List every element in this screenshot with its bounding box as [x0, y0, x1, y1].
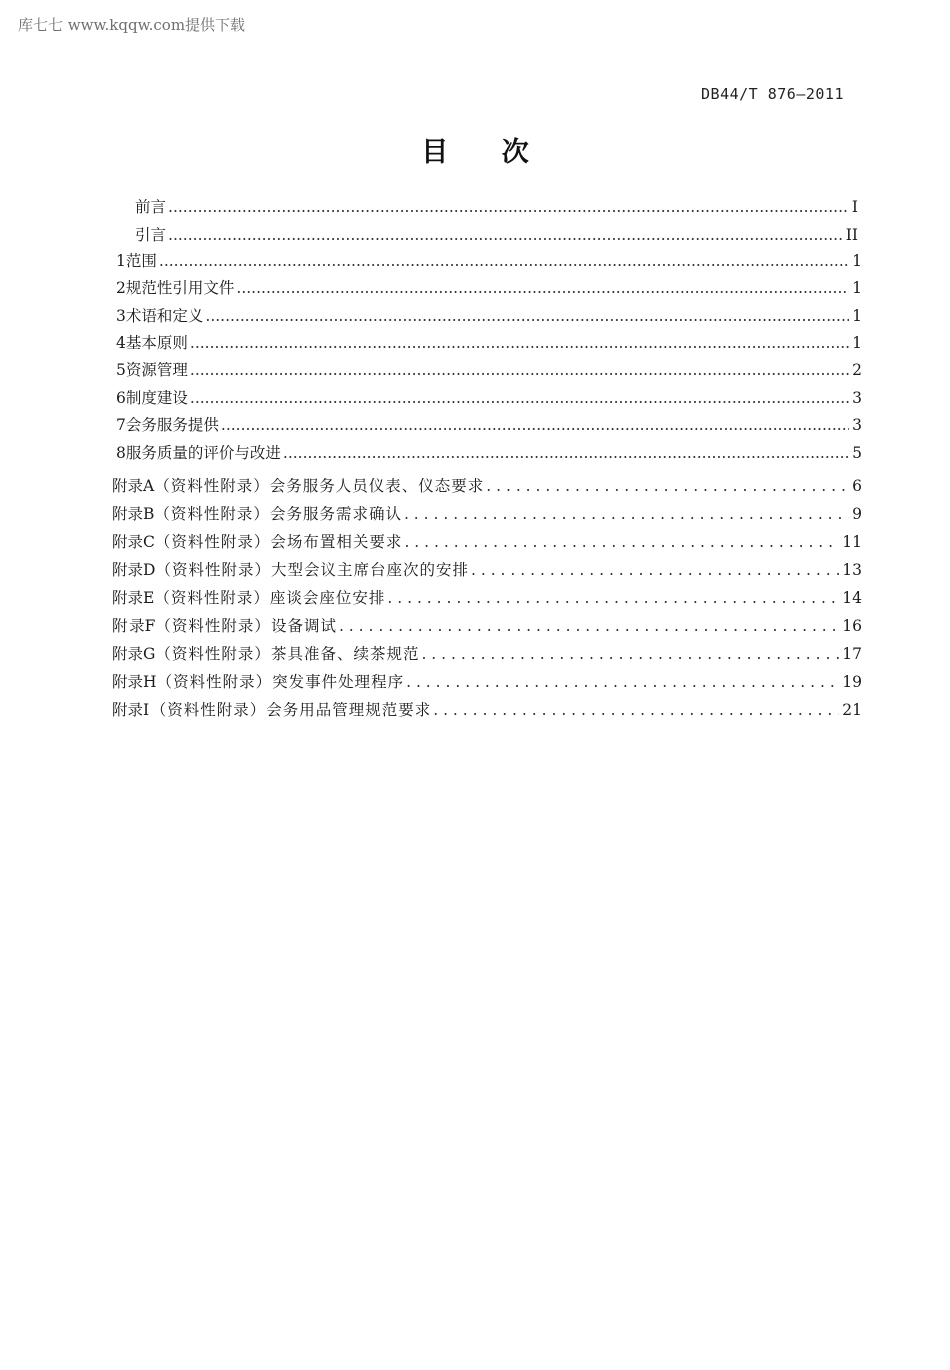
- dot-leader: [387, 587, 839, 609]
- toc-entry-page: 5: [852, 444, 862, 462]
- toc-entry-clause-7[interactable]: [116, 414, 862, 436]
- toc-entry-title: 制度建设: [125, 389, 188, 407]
- toc-entry-annex-i[interactable]: [112, 699, 862, 721]
- annex-label: 录: [127, 589, 144, 607]
- watermark-text: 库七七 www.kqqw.com提供下载: [18, 16, 246, 34]
- dot-leader: [205, 305, 849, 327]
- annex-type: （资料性附录）: [154, 477, 270, 495]
- toc-entry-number: 8: [116, 444, 126, 462]
- document-code: DB44/T 876—2011: [701, 85, 844, 103]
- annex-letter: B: [143, 505, 155, 523]
- toc-entry-page: 11: [842, 533, 862, 551]
- annex-type: （资料性附录）: [154, 505, 270, 523]
- annex-letter: F: [144, 617, 156, 635]
- dot-leader: [221, 414, 849, 436]
- toc-entry-clause-6[interactable]: [116, 387, 862, 409]
- toc-entry-title: 设备调试: [270, 617, 337, 635]
- annex-letter: G: [143, 645, 156, 663]
- toc-entry-annex-c[interactable]: [112, 531, 862, 553]
- toc-entry-page: 16: [842, 617, 862, 635]
- toc-entry-page: 1: [852, 307, 862, 325]
- toc-entry-page: 3: [852, 416, 862, 434]
- annex-letter: E: [143, 589, 155, 607]
- toc-entry-clause-4[interactable]: [116, 332, 862, 354]
- annex-label: 附: [112, 701, 128, 719]
- annex-label: 附: [112, 673, 128, 691]
- annex-type: （资料性附录）: [154, 533, 271, 551]
- toc-entry-title: 会场布置相关要求: [270, 533, 403, 551]
- toc-entry-page: II: [845, 226, 858, 244]
- toc-entry-title: 引言: [135, 226, 167, 244]
- annex-type: （资料性附录）: [154, 589, 270, 607]
- page-title: 目 次: [421, 137, 551, 168]
- dot-leader: [486, 475, 849, 497]
- toc-entry-title: 范围: [125, 252, 157, 270]
- toc-entry-title: 会务服务需求确认: [269, 505, 402, 523]
- toc-entry-page: 1: [852, 334, 862, 352]
- annex-label: 附: [112, 645, 128, 663]
- toc-entry-page: 1: [852, 252, 862, 270]
- toc-entry-title: 茶具准备、续茶规范: [270, 645, 420, 663]
- toc-entry-number: 7: [116, 416, 126, 434]
- toc-entry-introduction[interactable]: [135, 224, 858, 246]
- annex-type: （资料性附录）: [155, 617, 271, 635]
- toc-entry-title: 会务服务提供: [125, 416, 219, 434]
- toc-entry-clause-2[interactable]: [116, 277, 862, 299]
- toc-entry-title: 术语和定义: [125, 307, 204, 325]
- toc-entry-number: 1: [116, 252, 126, 270]
- toc-entry-page: 1: [852, 279, 862, 297]
- toc-entry-clause-5[interactable]: [116, 359, 862, 381]
- annex-label: 录: [127, 701, 144, 719]
- annex-type: （资料性附录）: [155, 645, 271, 663]
- dot-leader: [404, 503, 849, 525]
- annex-label: 附: [112, 589, 128, 607]
- toc-entry-foreword[interactable]: [135, 196, 858, 218]
- toc-entry-page: 6: [852, 477, 862, 495]
- toc-entry-page: 14: [842, 589, 862, 607]
- toc-entry-title: 规范性引用文件: [125, 279, 235, 297]
- annex-letter: I: [143, 701, 150, 719]
- dot-leader: [190, 387, 849, 409]
- dot-leader: [190, 359, 849, 381]
- toc-entry-clause-3[interactable]: [116, 305, 862, 327]
- toc-entry-number: 3: [116, 307, 126, 325]
- annex-type: （资料性附录）: [155, 561, 271, 579]
- dot-leader: [433, 699, 839, 721]
- dot-leader: [168, 224, 843, 246]
- toc-entry-title: 服务质量的评价与改进: [125, 444, 281, 462]
- toc-entry-annex-d[interactable]: [112, 559, 862, 581]
- annex-type: （资料性附录）: [156, 673, 273, 691]
- toc-entry-page: 17: [842, 645, 862, 663]
- annex-label: 附: [112, 533, 128, 551]
- annex-label: 录: [127, 505, 144, 523]
- annex-type: （资料性附录）: [150, 701, 267, 719]
- dot-leader: [421, 643, 839, 665]
- toc-entry-page: 13: [842, 561, 862, 579]
- annex-label: 录: [127, 561, 144, 579]
- toc-entry-clause-1[interactable]: [116, 250, 862, 272]
- annex-label: 附: [112, 505, 128, 523]
- annex-letter: H: [143, 673, 157, 691]
- toc-entry-title: 基本原则: [125, 334, 188, 352]
- toc-entry-annex-g[interactable]: [112, 643, 862, 665]
- toc-entry-page: I: [851, 198, 858, 216]
- toc-entry-clause-8[interactable]: [116, 442, 862, 464]
- toc-entry-annex-h[interactable]: [112, 671, 862, 693]
- toc-entry-page: 3: [852, 389, 862, 407]
- annex-label: 附: [112, 477, 128, 495]
- toc-entry-annex-b[interactable]: [112, 503, 862, 525]
- toc-entry-title: 大型会议主席台座次的安排: [270, 561, 469, 579]
- dot-leader: [471, 559, 839, 581]
- annex-letter: C: [143, 533, 155, 551]
- toc-entry-title: 资源管理: [125, 361, 188, 379]
- annex-label: 附: [112, 561, 128, 579]
- toc-entry-page: 9: [852, 505, 862, 523]
- annex-label: 录: [127, 533, 144, 551]
- annex-letter: A: [143, 477, 155, 495]
- toc-entry-number: 4: [116, 334, 126, 352]
- toc-entry-number: 5: [116, 361, 126, 379]
- dot-leader: [190, 332, 849, 354]
- annex-label: 录: [127, 477, 144, 495]
- annex-label: 录: [129, 617, 145, 635]
- dot-leader: [168, 196, 847, 218]
- toc-entry-annex-f[interactable]: [112, 615, 862, 637]
- toc-entry-annex-e[interactable]: [112, 587, 862, 609]
- dot-leader: [236, 277, 849, 299]
- annex-label: 录: [127, 673, 144, 691]
- annex-letter: D: [143, 561, 156, 579]
- dot-leader: [404, 531, 839, 553]
- toc-entry-number: 6: [116, 389, 126, 407]
- toc-entry-annex-a[interactable]: [112, 475, 862, 497]
- dot-leader: [283, 442, 849, 464]
- toc-entry-title: 前言: [135, 198, 167, 216]
- annex-label: 录: [127, 645, 144, 663]
- toc-entry-title: 座谈会座位安排: [269, 589, 386, 607]
- toc-entry-page: 21: [842, 701, 862, 719]
- toc-entry-title: 突发事件处理程序: [272, 673, 405, 691]
- dot-leader: [406, 671, 839, 693]
- toc-entry-title: 会务服务人员仪表、仪态要求: [269, 477, 485, 495]
- dot-leader: [339, 615, 839, 637]
- annex-label: 附: [112, 617, 128, 635]
- dot-leader: [159, 250, 849, 272]
- toc-entry-page: 19: [842, 673, 862, 691]
- toc-entry-page: 2: [852, 361, 862, 379]
- toc-entry-number: 2: [116, 279, 126, 297]
- toc-entry-title: 会务用品管理规范要求: [266, 701, 432, 719]
